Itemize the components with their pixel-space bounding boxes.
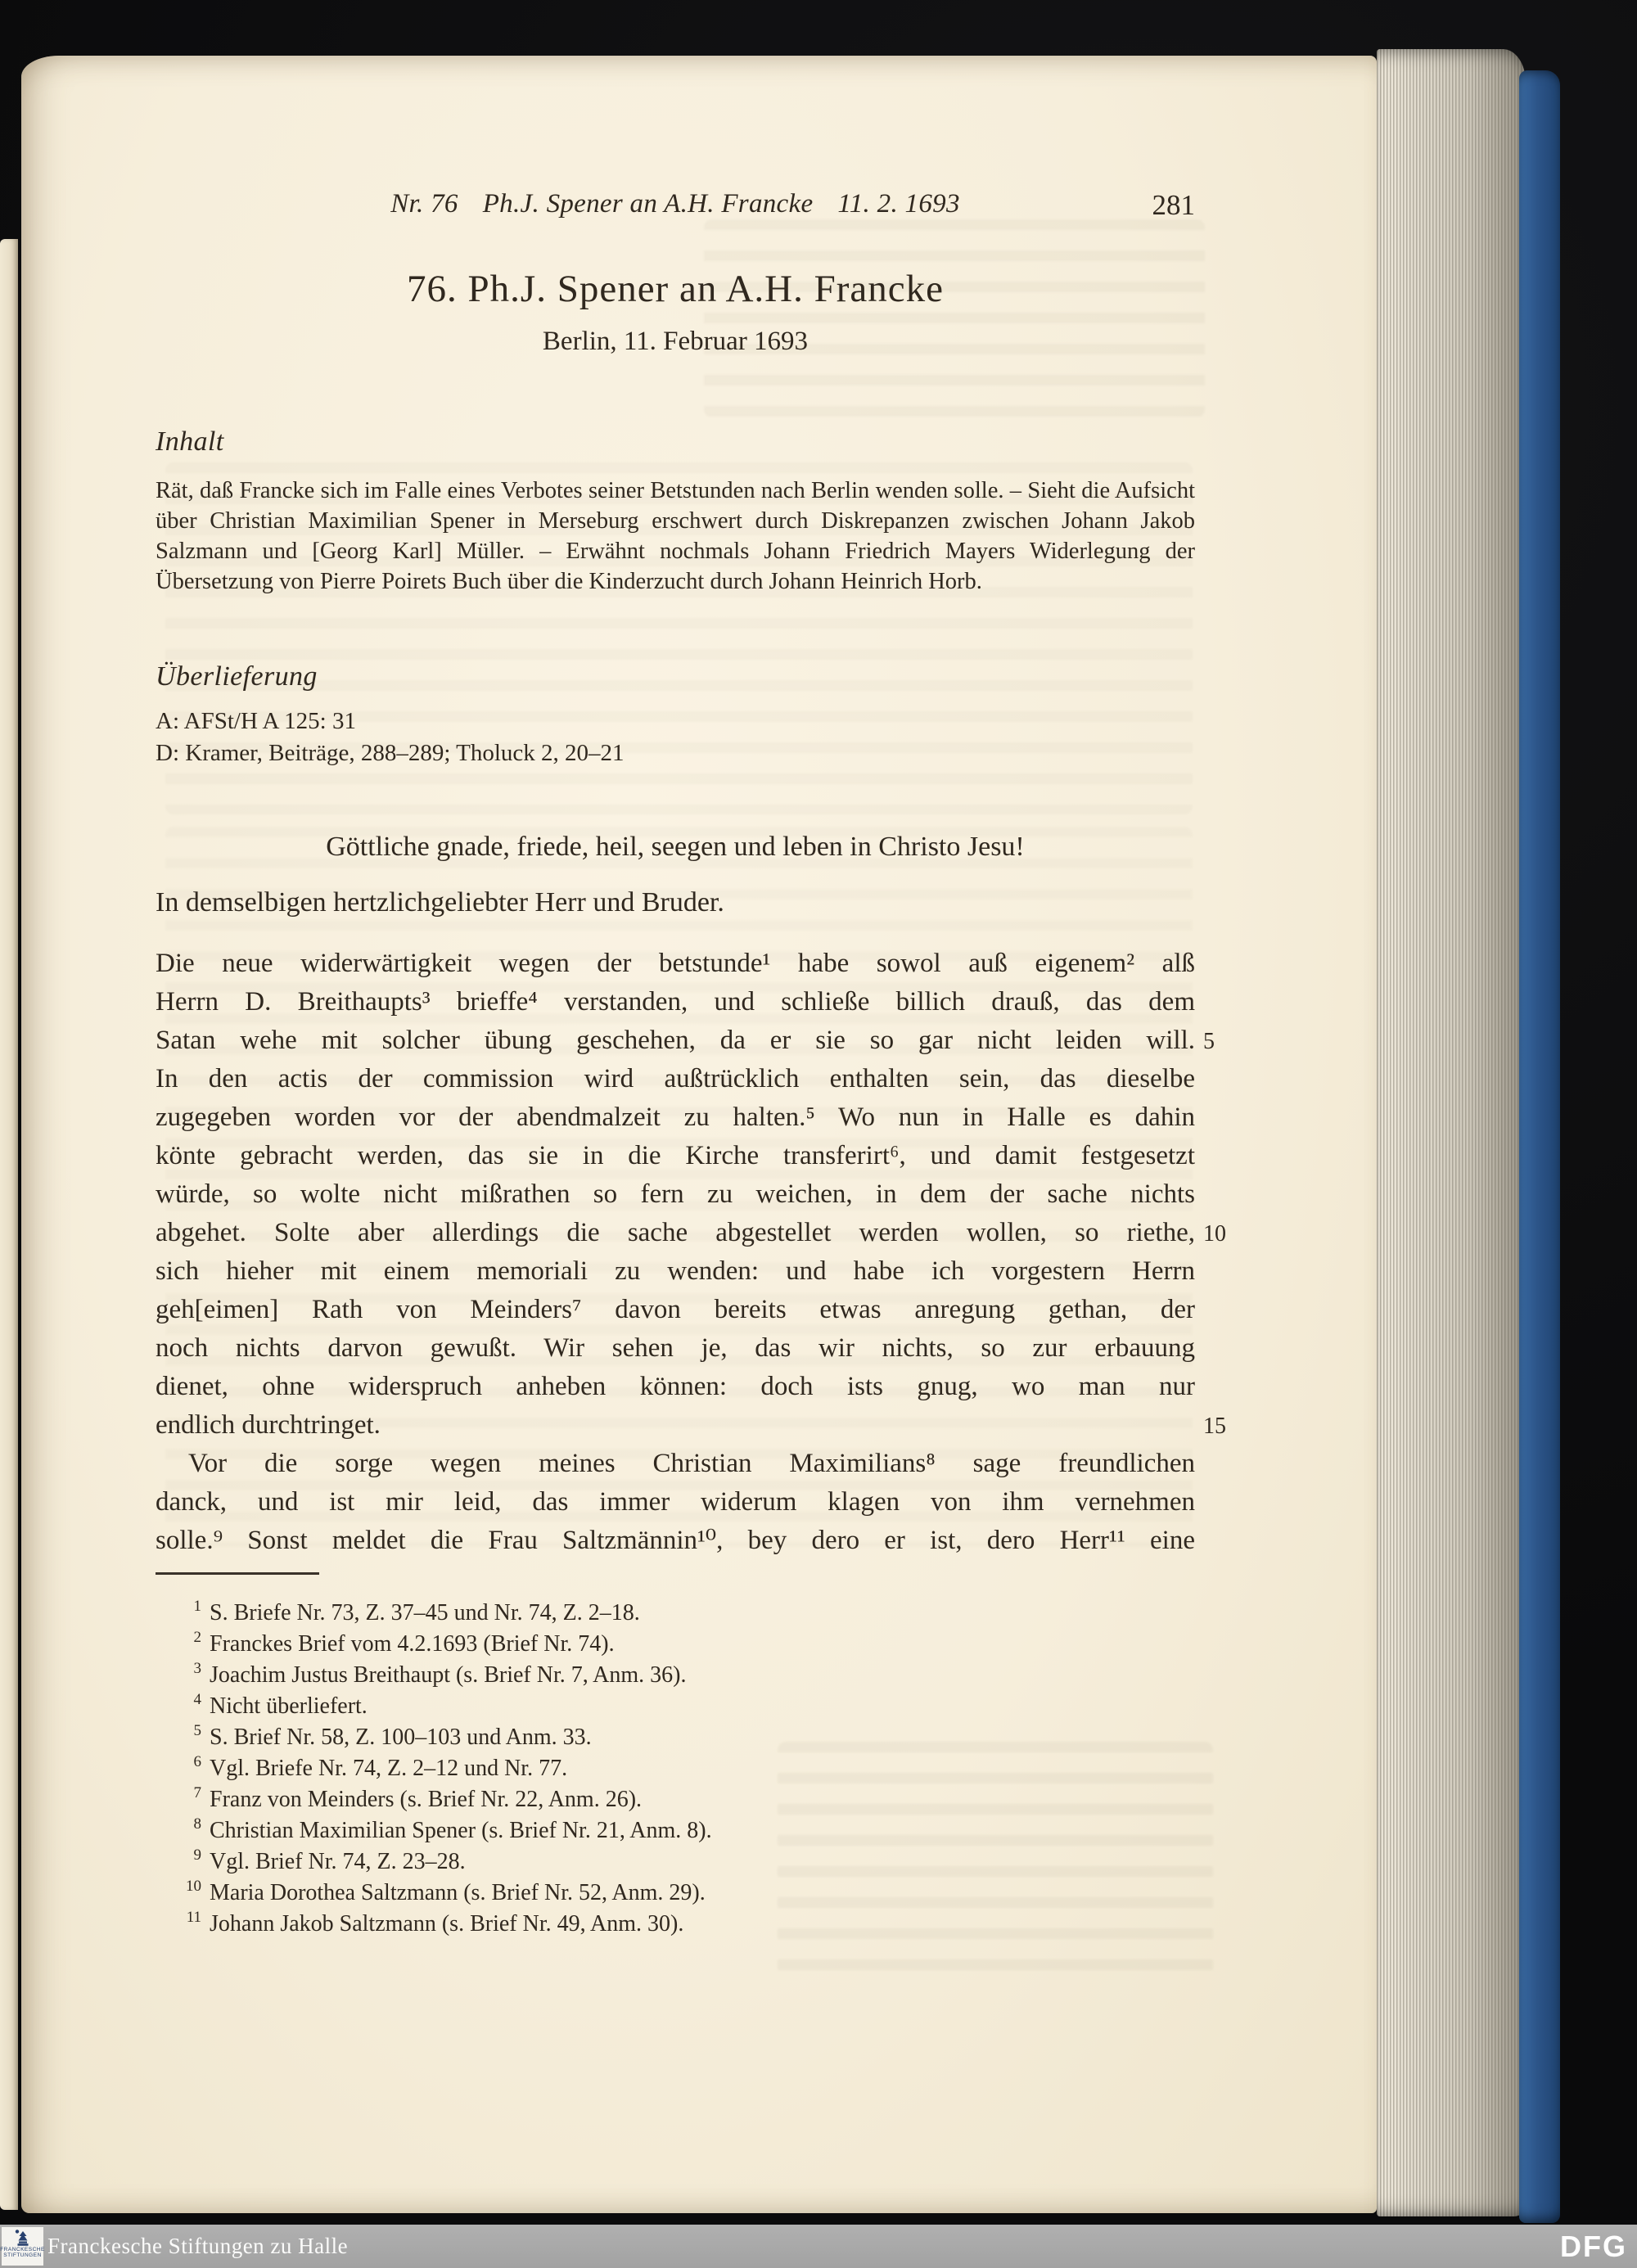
section-heading-inhalt: Inhalt: [156, 426, 224, 457]
footnote-number: 3: [193, 1660, 201, 1677]
source-line-a: A: AFSt/H A 125: 31: [156, 708, 356, 734]
footnote-item: [156, 1809, 1195, 1843]
footnote-text: Vgl. Briefe Nr. 74, Z. 2–12 und Nr. 77.: [210, 1756, 568, 1781]
letter-title: 76. Ph.J. Spener an A.H. Francke: [407, 268, 944, 310]
book-cover-blue: [1519, 70, 1560, 2223]
franckesche-stiftungen-logo: [2, 2227, 43, 2266]
source-line-d: D: Kramer, Beiträge, 288–289; Tholuck 2, 20–21: [156, 740, 625, 766]
footnote-text: Franz von Meinders (s. Brief Nr. 22, Anm. 26).: [210, 1787, 643, 1812]
footnote-text: Johann Jakob Saltzmann (s. Brief Nr. 49, Anm. 30).: [210, 1911, 684, 1937]
letter-body: [156, 945, 1226, 1560]
footnote-number: 11: [186, 1909, 201, 1926]
footnote-text: S. Briefe Nr. 73, Z. 37–45 und Nr. 74, Z. 2–18.: [210, 1600, 640, 1625]
book-fore-edge-pages: [1377, 49, 1526, 2216]
footnote-number: 6: [193, 1753, 201, 1770]
letter-line: würde, so wolte nicht mißrathen so fern zu weichen, in dem der sache nichts: [156, 1179, 1195, 1209]
footnote-item: [156, 1653, 1195, 1688]
running-header-title: Ph.J. Spener an A.H. Francke: [482, 189, 814, 219]
footnote-item: [156, 1902, 1195, 1937]
footnote-item: [156, 1840, 1195, 1874]
franckesche-stiftungen-emblem: [12, 2229, 34, 2247]
footnote-text: Franckes Brief vom 4.2.1693 (Brief Nr. 74).: [210, 1631, 615, 1657]
letter-line: Vor die sorge wegen meines Christian Maximilians⁸ sage freundlichen: [188, 1449, 1195, 1478]
footnote-item: [156, 1591, 1195, 1625]
letter-greeting: Göttliche gnade, friede, heil, seegen und leben in Christo Jesu!: [326, 832, 1025, 862]
margin-line-number: 5: [1203, 1029, 1215, 1054]
footnote-number: 9: [193, 1846, 201, 1864]
letter-line: In den actis der commission wird außtrücklich enthalten sein, das dieselbe: [156, 1064, 1195, 1093]
footnote-item: [156, 1778, 1195, 1812]
bleedthrough-smudge: [704, 219, 1205, 417]
section-heading-ueberlieferung: Überlieferung: [156, 661, 318, 692]
footnote-number: 8: [193, 1815, 201, 1833]
footnote-number: 1: [193, 1598, 201, 1615]
logo-caption: FRANCKESCHE STIFTUNGEN: [0, 2247, 45, 2258]
footnote-number: 7: [193, 1784, 201, 1801]
letter-line: geh[eimen] Rath von Meinders⁷ davon bereits etwas anregung gethan, der: [156, 1295, 1195, 1324]
footnote-text: S. Brief Nr. 58, Z. 100–103 und Anm. 33.: [210, 1725, 592, 1750]
letter-line: danck, und ist mir leid, das immer widerum klagen von ihm vernehmen: [156, 1487, 1195, 1517]
footnote-number: 4: [193, 1691, 201, 1708]
scanner-footer-bar: [0, 2225, 1637, 2268]
footnote-text: Nicht überliefert.: [210, 1693, 368, 1719]
letter-line: zugegeben worden vor der abendmalzeit zu halten.⁵ Wo nun in Halle es dahin: [156, 1102, 1195, 1132]
footnote-item: [156, 1716, 1195, 1750]
footnote-text: Maria Dorothea Saltzmann (s. Brief Nr. 52, Anm. 29).: [210, 1880, 706, 1905]
footer-institution-label: Franckesche Stiftungen zu Halle: [47, 2234, 349, 2258]
footnote-text: Christian Maximilian Spener (s. Brief Nr. 21, Anm. 8).: [210, 1818, 712, 1843]
letter-line: könte gebracht werden, das sie in die Kirche transferirt⁶, und damit festgesetzt: [156, 1141, 1195, 1170]
margin-line-number: 10: [1203, 1221, 1226, 1247]
source-lines: [156, 706, 1195, 769]
facing-page-edge: [0, 239, 18, 2210]
running-header-date: 11. 2. 1693: [837, 189, 960, 219]
letter-line: sich hieher mit einem memoriali zu wenden: und habe ich vorgestern Herrn: [156, 1256, 1195, 1286]
footnote-item: [156, 1684, 1195, 1719]
footnote-text: Vgl. Brief Nr. 74, Z. 23–28.: [210, 1849, 466, 1874]
page-number: 281: [1152, 189, 1195, 221]
margin-line-number: 15: [1203, 1414, 1226, 1439]
footnote-item: [156, 1622, 1195, 1657]
letter-line: noch nichts darvon gewußt. Wir sehen je, das wir nichts, so zur erbauung: [156, 1333, 1195, 1363]
letter-line: Herrn D. Breithaupts³ brieffe⁴ verstanden, und schließe billich drauß, das dem: [156, 987, 1195, 1017]
footnote-separator: [156, 1572, 319, 1575]
letter-place-date: Berlin, 11. Februar 1693: [542, 327, 809, 356]
running-header-number: Nr. 76: [390, 189, 458, 219]
letter-salutation: In demselbigen hertzlichgeliebter Herr und Bruder.: [156, 887, 724, 918]
footnote-text: Joachim Justus Breithaupt (s. Brief Nr. 7, Anm. 36).: [210, 1662, 687, 1688]
letter-line: Satan wehe mit solcher übung geschehen, da er sie so gar nicht leiden will. 5: [156, 1021, 1195, 1060]
letter-line: dienet, ohne widerspruch anheben können: doch ists gnug, wo man nur: [156, 1372, 1195, 1401]
footnote-item: [156, 1871, 1195, 1905]
dfg-logo: DFG: [1560, 2229, 1627, 2263]
footnotes: [156, 1591, 1195, 1937]
footnote-number: 5: [193, 1722, 201, 1739]
inhalt-summary: Rät, daß Francke sich im Falle eines Verbotes seiner Betstunden nach Berlin wenden solle. – Sieht die Aufsicht über Christian Maximilian Spener in Merseburg erschwert durch Diskrepanzen zwischen Johann Jakob Salzmann und [Georg Karl] Müller. – Erwähnt nochmals Johann Friedrich Mayers Widerlegung der Übersetzung von Pierre Poirets Buch über die Kinderzucht durch Johann Heinrich Horb.: [156, 478, 1195, 594]
letter-line: Die neue widerwärtigkeit wegen der betstunde¹ habe sowol auß eigenem² alß: [156, 949, 1195, 978]
letter-line: endlich durchtringet. 15: [156, 1406, 1195, 1445]
footnote-number: 2: [193, 1629, 201, 1646]
footnote-item: [156, 1747, 1195, 1781]
footnote-number: 10: [186, 1878, 201, 1895]
letter-line: solle.⁹ Sonst meldet die Frau Saltzmännin¹⁰, bey dero er ist, dero Herr¹¹ eine: [156, 1526, 1195, 1555]
letter-line: abgehet. Solte aber allerdings die sache abgestellet werden wollen, so riethe, 10: [156, 1214, 1195, 1252]
